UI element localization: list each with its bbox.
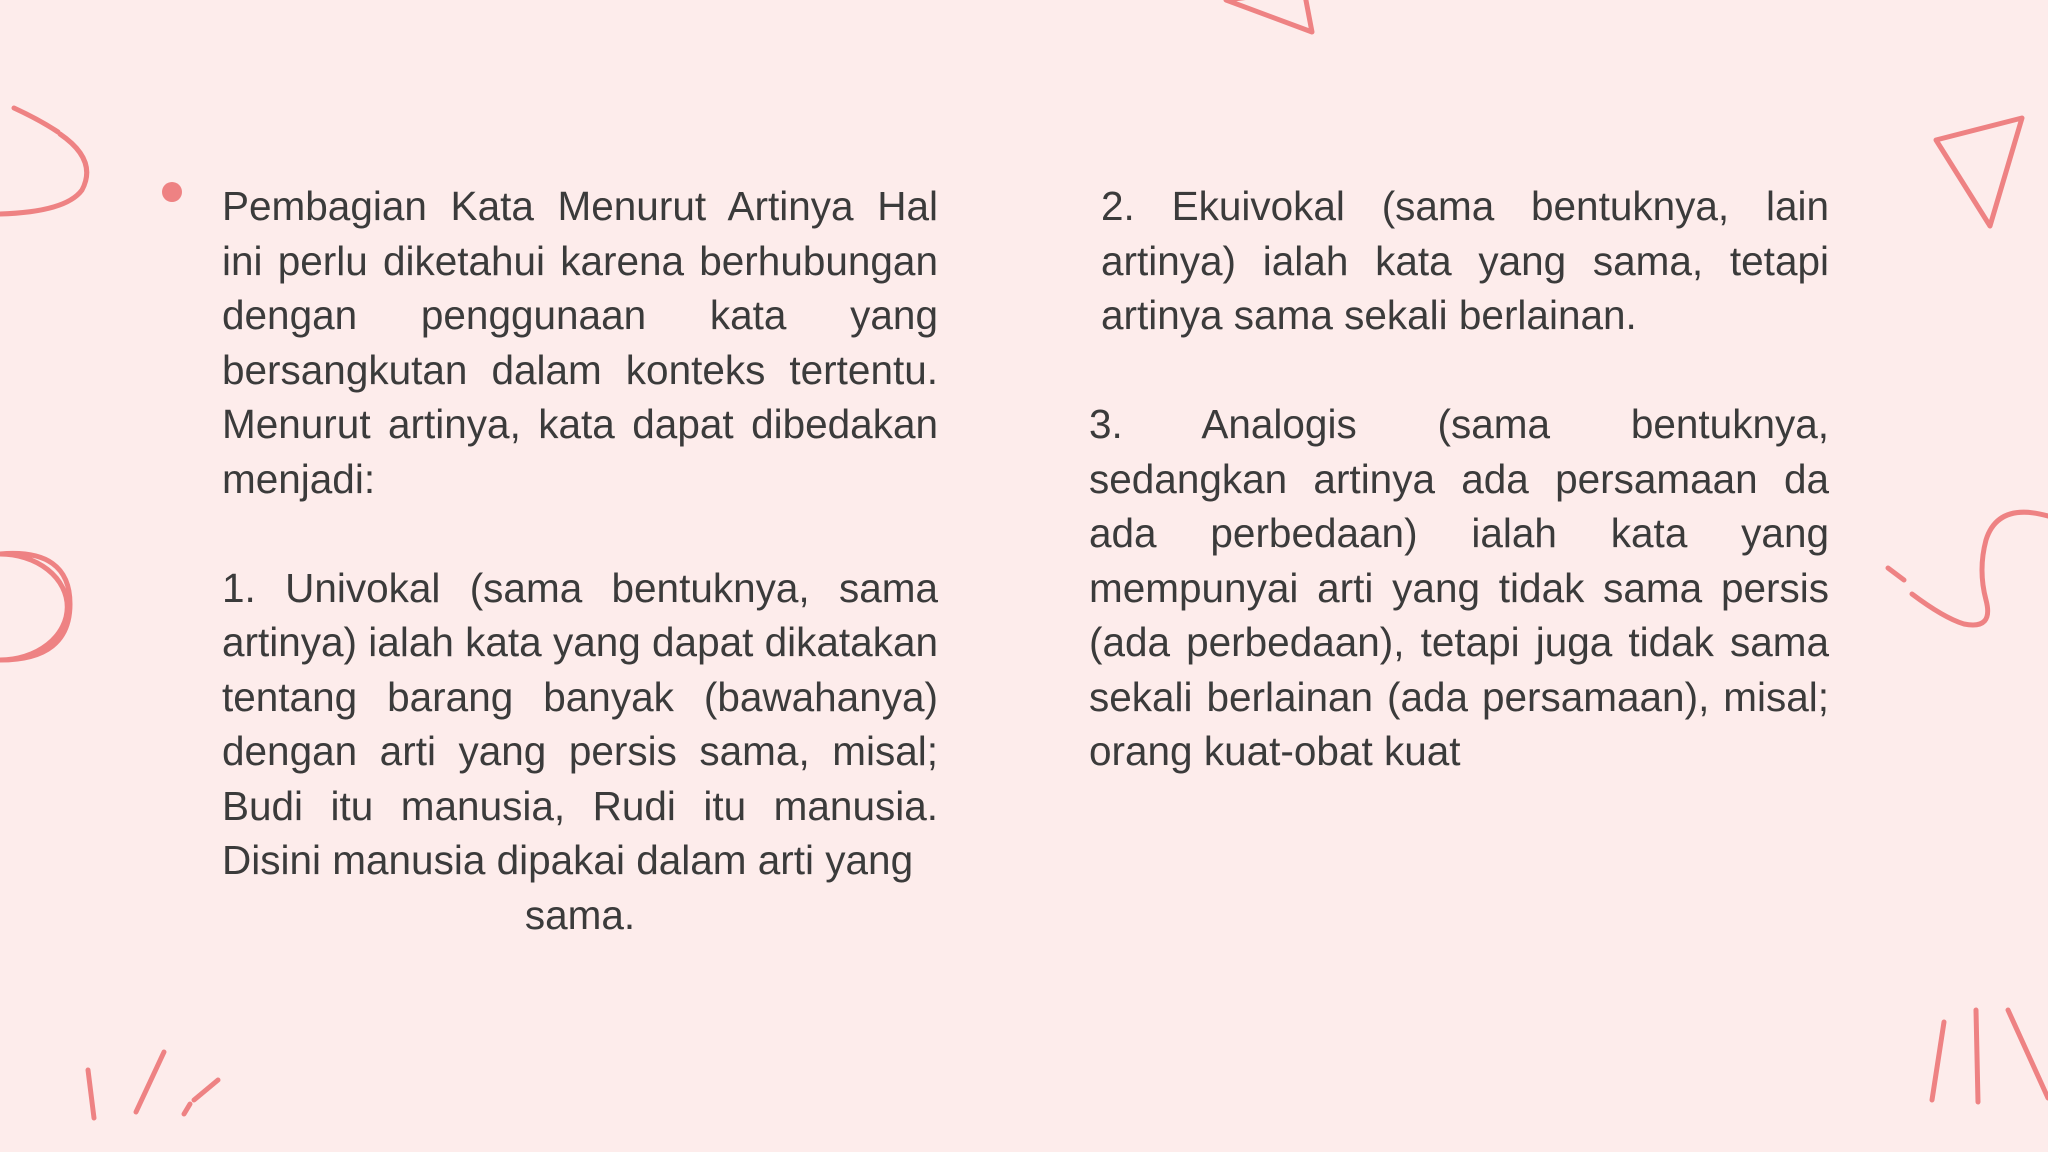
- decor-dash-br-1: [1932, 1022, 1944, 1100]
- paragraph-spacer: [1089, 343, 1829, 398]
- decor-dash-bl-2: [136, 1052, 164, 1112]
- left-text-column: [222, 179, 938, 942]
- decor-triangle-top: [1226, 0, 1312, 32]
- decor-dash-bl-4: [184, 1104, 190, 1114]
- decor-squiggle-right: [1912, 512, 2048, 625]
- decor-curve-top-left: [0, 134, 87, 214]
- decor-dash-bl-3: [194, 1080, 218, 1100]
- decor-dash-bl-1: [88, 1070, 94, 1118]
- decor-dash-br-2: [1976, 1010, 1978, 1102]
- intro-paragraph: Pembagian Kata Menurut Artinya Hal ini perlu diketahui karena berhubungan dengan penggunaan kata yang bersangkutan dalam konteks tertentu. Menurut artinya, kata dapat dibedakan menjadi:: [222, 183, 938, 502]
- bullet-dot-icon: [162, 182, 182, 202]
- item-univokal-tail: sama.: [524, 891, 636, 938]
- decor-arc-top-left: [14, 108, 58, 132]
- item-ekuivokal: 2. Ekuivokal (sama bentuknya, lain artinya) ialah kata yang sama, tetapi artinya sama sekali berlainan.: [1101, 183, 1829, 338]
- item-analogis: 3. Analogis (sama bentuknya, sedangkan artinya ada persamaan da ada perbedaan) ialah kata yang mempunyai arti yang tidak sama persis (ada perbedaan), tetapi juga tidak sama sekali berlainan (ada persamaan), misal; orang kuat-obat kuat: [1089, 401, 1829, 774]
- decor-dash-br-3: [2008, 1010, 2048, 1098]
- paragraph-spacer: [222, 506, 938, 561]
- decor-dash-right: [1888, 568, 1904, 580]
- decor-triangle-right: [1936, 118, 2022, 226]
- decor-semicircle-left: [0, 553, 70, 660]
- right-text-column: [1089, 179, 1829, 779]
- item-univokal: 1. Univokal (sama bentuknya, sama artinya) ialah kata yang dapat dikatakan tentang barang banyak (bawahanya) dengan arti yang persis sama, misal; Budi itu manusia, Rudi itu manusia. Disini manusia dipakai dalam arti yang: [222, 564, 938, 883]
